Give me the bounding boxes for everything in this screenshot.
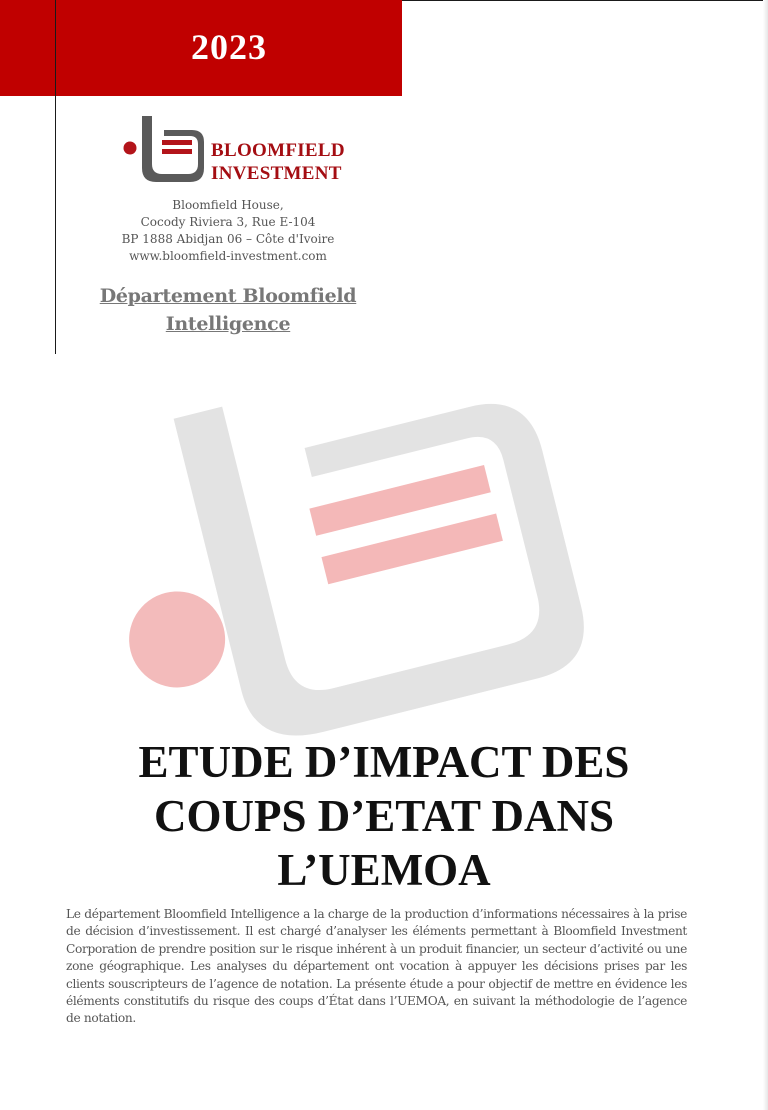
address-line-3: BP 1888 Abidjan 06 – Côte d'Ivoire [121,232,335,246]
title-line-3: L’UEMOA [277,845,491,895]
department-line-1: Département Bloomfield [99,285,357,307]
address-line-1: Bloomfield House, [172,198,284,212]
document-title [40,735,728,897]
logo-line-1: BLOOMFIELD [211,140,345,161]
title-line-1: ETUDE D’IMPACT DES [138,737,630,787]
website-link[interactable]: www.bloomfield-investment.com [129,249,327,263]
intro-paragraph: Le département Bloomfield Intelligence a la charge de la production d’informations nécessaires à la prise de décision d’investissement. Il est chargé d’analyser les éléments permettant à Bloomfield Investment Corporation de prendre position sur le risque inhérent à un produit financier, un secteur d’activité ou une zone géographique. Les analyses du département ont vocation à appuyer les décisions prises par les clients souscripteurs de l’agence de notation. La présente étude a pour objectif de mettre en évidence les éléments constitutifs du risque des coups d’État dans l’UEMOA, en suivant la méthodologie de l’agence de notation. [66,907,687,1026]
title-line-2: COUPS D’ETAT DANS [153,791,615,841]
logo-watermark-icon [100,335,640,755]
logo-wordmark [211,139,345,185]
company-address [102,197,354,265]
address-line-2: Cocody Riviera 3, Rue E-104 [140,215,316,229]
logo-line-2: INVESTMENT [211,163,342,184]
page-edge-shadow [763,0,768,1110]
year-label: 2023 [191,27,267,67]
department-line-2: Intelligence [165,313,291,335]
vertical-rule [55,0,56,354]
department-heading [78,282,378,338]
top-rule [402,0,768,1]
